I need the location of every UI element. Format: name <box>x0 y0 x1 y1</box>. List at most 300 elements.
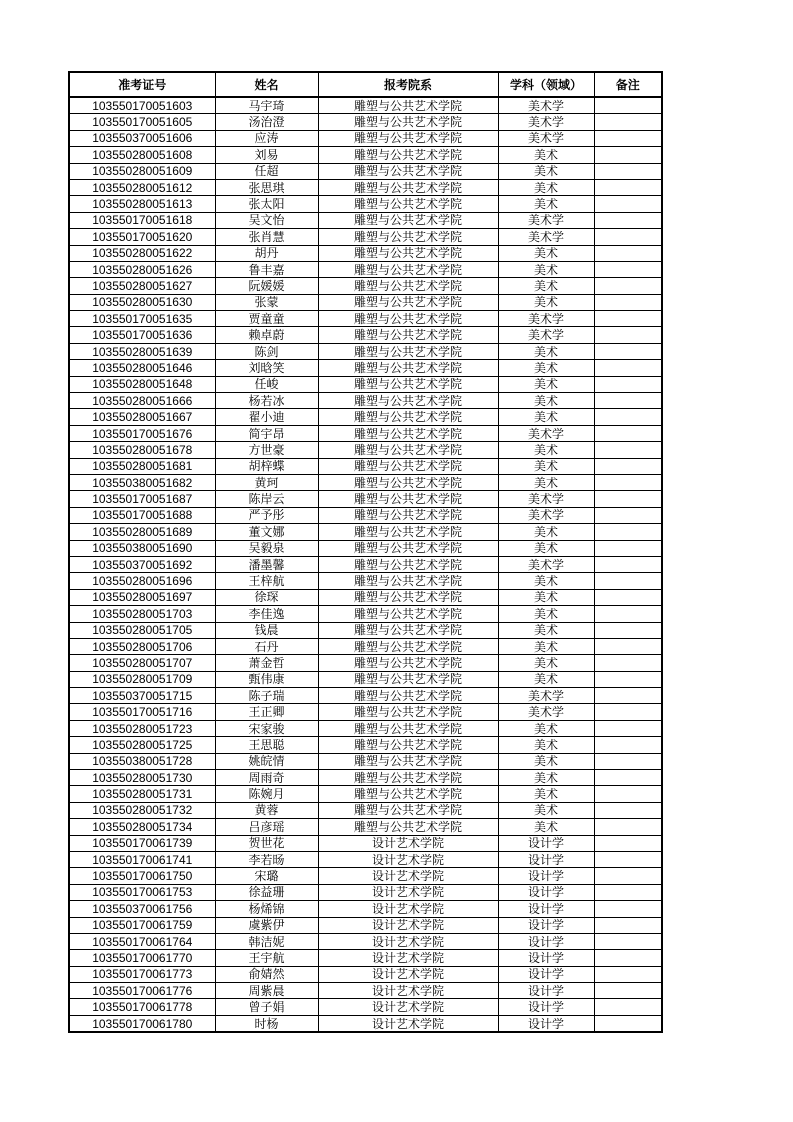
discipline-cell: 美术 <box>498 376 594 392</box>
remarks-cell <box>594 901 662 917</box>
name-cell: 潘墨馨 <box>215 556 318 572</box>
department-cell: 雕塑与公共艺术学院 <box>318 261 498 277</box>
department-cell: 雕塑与公共艺术学院 <box>318 474 498 490</box>
department-cell: 雕塑与公共艺术学院 <box>318 622 498 638</box>
remarks-cell <box>594 917 662 933</box>
name-cell: 董文娜 <box>215 524 318 540</box>
table-row <box>69 278 662 294</box>
remarks-cell <box>594 933 662 949</box>
exam-id-cell: 103550280051648 <box>69 376 215 392</box>
remarks-cell <box>594 540 662 556</box>
table-row <box>69 737 662 753</box>
name-cell: 萧金哲 <box>215 655 318 671</box>
remarks-cell <box>594 229 662 245</box>
header-remarks: 备注 <box>594 72 662 97</box>
remarks-cell <box>594 278 662 294</box>
department-cell: 雕塑与公共艺术学院 <box>318 442 498 458</box>
name-cell: 吴文怡 <box>215 212 318 228</box>
department-cell: 雕塑与公共艺术学院 <box>318 327 498 343</box>
discipline-cell: 美术 <box>498 622 594 638</box>
exam-id-cell: 103550170061750 <box>69 868 215 884</box>
exam-id-cell: 103550280051626 <box>69 261 215 277</box>
table-row <box>69 770 662 786</box>
discipline-cell: 美术 <box>498 786 594 802</box>
remarks-cell <box>594 376 662 392</box>
table-row <box>69 425 662 441</box>
department-cell: 雕塑与公共艺术学院 <box>318 229 498 245</box>
discipline-cell: 美术 <box>498 163 594 179</box>
exam-id-cell: 103550170061759 <box>69 917 215 933</box>
exam-id-cell: 103550280051732 <box>69 802 215 818</box>
discipline-cell: 美术 <box>498 573 594 589</box>
department-cell: 雕塑与公共艺术学院 <box>318 802 498 818</box>
table-row <box>69 589 662 605</box>
department-cell: 雕塑与公共艺术学院 <box>318 163 498 179</box>
table-row <box>69 229 662 245</box>
name-cell: 王正卿 <box>215 704 318 720</box>
table-row <box>69 573 662 589</box>
discipline-cell: 美术 <box>498 540 594 556</box>
name-cell: 张太阳 <box>215 196 318 212</box>
discipline-cell: 美术 <box>498 393 594 409</box>
exam-id-cell: 103550170051618 <box>69 212 215 228</box>
header-name: 姓名 <box>215 72 318 97</box>
name-cell: 张思琪 <box>215 179 318 195</box>
remarks-cell <box>594 835 662 851</box>
remarks-cell <box>594 491 662 507</box>
department-cell: 设计艺术学院 <box>318 835 498 851</box>
remarks-cell <box>594 868 662 884</box>
name-cell: 黄珂 <box>215 474 318 490</box>
table-row <box>69 638 662 654</box>
table-row <box>69 409 662 425</box>
table-row <box>69 507 662 523</box>
table-row <box>69 704 662 720</box>
department-cell: 设计艺术学院 <box>318 868 498 884</box>
name-cell: 李佳逸 <box>215 606 318 622</box>
discipline-cell: 美术学 <box>498 507 594 523</box>
exam-id-cell: 103550280051622 <box>69 245 215 261</box>
discipline-cell: 设计学 <box>498 966 594 982</box>
discipline-cell: 美术 <box>498 753 594 769</box>
department-cell: 雕塑与公共艺术学院 <box>318 671 498 687</box>
name-cell: 周紫晨 <box>215 983 318 999</box>
name-cell: 姚皖情 <box>215 753 318 769</box>
table-row <box>69 999 662 1015</box>
discipline-cell: 美术 <box>498 458 594 474</box>
remarks-cell <box>594 556 662 572</box>
table-row <box>69 933 662 949</box>
remarks-cell <box>594 770 662 786</box>
discipline-cell: 美术 <box>498 278 594 294</box>
header-department: 报考院系 <box>318 72 498 97</box>
remarks-cell <box>594 786 662 802</box>
table-row <box>69 442 662 458</box>
discipline-cell: 设计学 <box>498 933 594 949</box>
department-cell: 雕塑与公共艺术学院 <box>318 311 498 327</box>
discipline-cell: 美术 <box>498 819 594 835</box>
remarks-cell <box>594 393 662 409</box>
table-row <box>69 884 662 900</box>
discipline-cell: 设计学 <box>498 884 594 900</box>
department-cell: 设计艺术学院 <box>318 933 498 949</box>
table-row <box>69 474 662 490</box>
table-row <box>69 786 662 802</box>
header-exam-id: 准考证号 <box>69 72 215 97</box>
remarks-cell <box>594 97 662 114</box>
exam-id-cell: 103550370051715 <box>69 688 215 704</box>
remarks-cell <box>594 851 662 867</box>
department-cell: 雕塑与公共艺术学院 <box>318 491 498 507</box>
remarks-cell <box>594 261 662 277</box>
exam-id-cell: 103550280051709 <box>69 671 215 687</box>
exam-id-cell: 103550170061770 <box>69 950 215 966</box>
remarks-cell <box>594 163 662 179</box>
remarks-cell <box>594 212 662 228</box>
exam-id-cell: 103550280051731 <box>69 786 215 802</box>
remarks-cell <box>594 474 662 490</box>
discipline-cell: 美术 <box>498 409 594 425</box>
department-cell: 设计艺术学院 <box>318 983 498 999</box>
exam-id-cell: 103550170051605 <box>69 114 215 130</box>
remarks-cell <box>594 950 662 966</box>
department-cell: 雕塑与公共艺术学院 <box>318 819 498 835</box>
remarks-cell <box>594 606 662 622</box>
department-cell: 雕塑与公共艺术学院 <box>318 589 498 605</box>
department-cell: 雕塑与公共艺术学院 <box>318 786 498 802</box>
department-cell: 雕塑与公共艺术学院 <box>318 737 498 753</box>
name-cell: 宋家骏 <box>215 720 318 736</box>
name-cell: 石丹 <box>215 638 318 654</box>
name-cell: 简宇昂 <box>215 425 318 441</box>
table-row <box>69 540 662 556</box>
department-cell: 雕塑与公共艺术学院 <box>318 278 498 294</box>
exam-id-cell: 103550280051703 <box>69 606 215 622</box>
table-row <box>69 393 662 409</box>
table-row <box>69 294 662 310</box>
table-row <box>69 130 662 146</box>
table-row <box>69 950 662 966</box>
exam-id-cell: 103550170061780 <box>69 1015 215 1032</box>
table-row <box>69 917 662 933</box>
name-cell: 吴毅泉 <box>215 540 318 556</box>
exam-id-cell: 103550280051705 <box>69 622 215 638</box>
name-cell: 刘晗笑 <box>215 360 318 376</box>
discipline-cell: 美术学 <box>498 491 594 507</box>
exam-id-cell: 103550170051676 <box>69 425 215 441</box>
exam-id-cell: 103550170051603 <box>69 97 215 114</box>
discipline-cell: 设计学 <box>498 917 594 933</box>
table-row <box>69 212 662 228</box>
department-cell: 雕塑与公共艺术学院 <box>318 540 498 556</box>
name-cell: 周雨奇 <box>215 770 318 786</box>
name-cell: 胡梓蝶 <box>215 458 318 474</box>
remarks-cell <box>594 327 662 343</box>
department-cell: 设计艺术学院 <box>318 917 498 933</box>
table-row <box>69 851 662 867</box>
remarks-cell <box>594 311 662 327</box>
discipline-cell: 美术学 <box>498 688 594 704</box>
discipline-cell: 美术 <box>498 360 594 376</box>
remarks-cell <box>594 294 662 310</box>
name-cell: 刘易 <box>215 147 318 163</box>
remarks-cell <box>594 688 662 704</box>
exam-id-cell: 103550170061739 <box>69 835 215 851</box>
department-cell: 雕塑与公共艺术学院 <box>318 704 498 720</box>
exam-id-cell: 103550280051697 <box>69 589 215 605</box>
remarks-cell <box>594 966 662 982</box>
name-cell: 应涛 <box>215 130 318 146</box>
discipline-cell: 美术 <box>498 589 594 605</box>
exam-id-cell: 103550170051716 <box>69 704 215 720</box>
table-row <box>69 655 662 671</box>
admission-table <box>68 71 663 1033</box>
discipline-cell: 美术 <box>498 261 594 277</box>
remarks-cell <box>594 671 662 687</box>
exam-id-cell: 103550280051639 <box>69 343 215 359</box>
exam-id-cell: 103550280051613 <box>69 196 215 212</box>
discipline-cell: 美术学 <box>498 130 594 146</box>
remarks-cell <box>594 622 662 638</box>
exam-id-cell: 103550280051725 <box>69 737 215 753</box>
department-cell: 雕塑与公共艺术学院 <box>318 606 498 622</box>
department-cell: 设计艺术学院 <box>318 884 498 900</box>
department-cell: 雕塑与公共艺术学院 <box>318 573 498 589</box>
exam-id-cell: 103550280051696 <box>69 573 215 589</box>
discipline-cell: 美术 <box>498 720 594 736</box>
department-cell: 设计艺术学院 <box>318 1015 498 1032</box>
exam-id-cell: 103550280051689 <box>69 524 215 540</box>
remarks-cell <box>594 507 662 523</box>
department-cell: 雕塑与公共艺术学院 <box>318 114 498 130</box>
department-cell: 雕塑与公共艺术学院 <box>318 393 498 409</box>
remarks-cell <box>594 753 662 769</box>
exam-id-cell: 103550170061741 <box>69 851 215 867</box>
exam-id-cell: 103550280051627 <box>69 278 215 294</box>
table-row <box>69 343 662 359</box>
remarks-cell <box>594 245 662 261</box>
table-row <box>69 147 662 163</box>
name-cell: 杨若冰 <box>215 393 318 409</box>
name-cell: 时杨 <box>215 1015 318 1032</box>
name-cell: 李若旸 <box>215 851 318 867</box>
department-cell: 设计艺术学院 <box>318 966 498 982</box>
discipline-cell: 美术 <box>498 737 594 753</box>
department-cell: 雕塑与公共艺术学院 <box>318 245 498 261</box>
exam-id-cell: 103550380051690 <box>69 540 215 556</box>
name-cell: 胡丹 <box>215 245 318 261</box>
exam-id-cell: 103550280051609 <box>69 163 215 179</box>
exam-id-cell: 103550280051706 <box>69 638 215 654</box>
department-cell: 雕塑与公共艺术学院 <box>318 753 498 769</box>
exam-id-cell: 103550170051620 <box>69 229 215 245</box>
remarks-cell <box>594 343 662 359</box>
name-cell: 陈剑 <box>215 343 318 359</box>
discipline-cell: 美术 <box>498 524 594 540</box>
discipline-cell: 美术学 <box>498 704 594 720</box>
discipline-cell: 美术 <box>498 442 594 458</box>
remarks-cell <box>594 573 662 589</box>
exam-id-cell: 103550170061773 <box>69 966 215 982</box>
exam-id-cell: 103550280051681 <box>69 458 215 474</box>
exam-id-cell: 103550170061753 <box>69 884 215 900</box>
exam-id-cell: 103550280051678 <box>69 442 215 458</box>
exam-id-cell: 103550170061764 <box>69 933 215 949</box>
exam-id-cell: 103550170051687 <box>69 491 215 507</box>
department-cell: 雕塑与公共艺术学院 <box>318 212 498 228</box>
name-cell: 赖卓蔚 <box>215 327 318 343</box>
name-cell: 马宇琦 <box>215 97 318 114</box>
name-cell: 宋璐 <box>215 868 318 884</box>
discipline-cell: 美术 <box>498 474 594 490</box>
remarks-cell <box>594 655 662 671</box>
discipline-cell: 设计学 <box>498 1015 594 1032</box>
table-row <box>69 819 662 835</box>
exam-id-cell: 103550170051688 <box>69 507 215 523</box>
table-row <box>69 835 662 851</box>
department-cell: 雕塑与公共艺术学院 <box>318 524 498 540</box>
name-cell: 汤治澄 <box>215 114 318 130</box>
remarks-cell <box>594 196 662 212</box>
exam-id-cell: 103550170051636 <box>69 327 215 343</box>
name-cell: 张肖慧 <box>215 229 318 245</box>
exam-id-cell: 103550380051728 <box>69 753 215 769</box>
exam-id-cell: 103550280051646 <box>69 360 215 376</box>
exam-id-cell: 103550280051707 <box>69 655 215 671</box>
department-cell: 雕塑与公共艺术学院 <box>318 720 498 736</box>
table-row <box>69 671 662 687</box>
discipline-cell: 美术 <box>498 606 594 622</box>
remarks-cell <box>594 179 662 195</box>
department-cell: 雕塑与公共艺术学院 <box>318 130 498 146</box>
table-row <box>69 196 662 212</box>
department-cell: 设计艺术学院 <box>318 999 498 1015</box>
department-cell: 雕塑与公共艺术学院 <box>318 179 498 195</box>
table-row <box>69 261 662 277</box>
exam-id-cell: 103550280051730 <box>69 770 215 786</box>
remarks-cell <box>594 130 662 146</box>
exam-id-cell: 103550280051608 <box>69 147 215 163</box>
name-cell: 吕彦瑶 <box>215 819 318 835</box>
discipline-cell: 美术学 <box>498 229 594 245</box>
name-cell: 曾子娟 <box>215 999 318 1015</box>
name-cell: 任超 <box>215 163 318 179</box>
exam-id-cell: 103550280051630 <box>69 294 215 310</box>
department-cell: 雕塑与公共艺术学院 <box>318 425 498 441</box>
remarks-cell <box>594 524 662 540</box>
remarks-cell <box>594 458 662 474</box>
table-row <box>69 868 662 884</box>
name-cell: 黄蓉 <box>215 802 318 818</box>
table-row <box>69 606 662 622</box>
department-cell: 设计艺术学院 <box>318 851 498 867</box>
exam-id-cell: 103550380051682 <box>69 474 215 490</box>
department-cell: 雕塑与公共艺术学院 <box>318 458 498 474</box>
name-cell: 严予彤 <box>215 507 318 523</box>
name-cell: 王宇航 <box>215 950 318 966</box>
name-cell: 陈岸云 <box>215 491 318 507</box>
name-cell: 翟小迪 <box>215 409 318 425</box>
table-row <box>69 556 662 572</box>
name-cell: 方世豪 <box>215 442 318 458</box>
discipline-cell: 设计学 <box>498 983 594 999</box>
exam-id-cell: 103550280051723 <box>69 720 215 736</box>
remarks-cell <box>594 884 662 900</box>
table-row <box>69 622 662 638</box>
table-row <box>69 966 662 982</box>
discipline-cell: 设计学 <box>498 950 594 966</box>
name-cell: 杨烯锦 <box>215 901 318 917</box>
discipline-cell: 美术学 <box>498 425 594 441</box>
discipline-cell: 设计学 <box>498 901 594 917</box>
department-cell: 雕塑与公共艺术学院 <box>318 409 498 425</box>
remarks-cell <box>594 442 662 458</box>
name-cell: 陈子瑞 <box>215 688 318 704</box>
exam-id-cell: 103550280051667 <box>69 409 215 425</box>
table-row <box>69 491 662 507</box>
remarks-cell <box>594 360 662 376</box>
name-cell: 徐益珊 <box>215 884 318 900</box>
discipline-cell: 设计学 <box>498 835 594 851</box>
remarks-cell <box>594 114 662 130</box>
discipline-cell: 美术 <box>498 655 594 671</box>
name-cell: 陈婉月 <box>215 786 318 802</box>
name-cell: 韩洁妮 <box>215 933 318 949</box>
remarks-cell <box>594 409 662 425</box>
remarks-cell <box>594 147 662 163</box>
remarks-cell <box>594 589 662 605</box>
remarks-cell <box>594 638 662 654</box>
department-cell: 雕塑与公共艺术学院 <box>318 376 498 392</box>
exam-id-cell: 103550370061756 <box>69 901 215 917</box>
exam-id-cell: 103550280051734 <box>69 819 215 835</box>
discipline-cell: 美术 <box>498 671 594 687</box>
name-cell: 钱晨 <box>215 622 318 638</box>
discipline-cell: 美术学 <box>498 212 594 228</box>
name-cell: 徐琛 <box>215 589 318 605</box>
remarks-cell <box>594 1015 662 1032</box>
discipline-cell: 美术学 <box>498 327 594 343</box>
table-row <box>69 311 662 327</box>
table-row <box>69 245 662 261</box>
exam-id-cell: 103550280051666 <box>69 393 215 409</box>
discipline-cell: 美术 <box>498 770 594 786</box>
remarks-cell <box>594 819 662 835</box>
remarks-cell <box>594 983 662 999</box>
name-cell: 贺世花 <box>215 835 318 851</box>
table-row <box>69 688 662 704</box>
exam-id-cell: 103550170061776 <box>69 983 215 999</box>
department-cell: 雕塑与公共艺术学院 <box>318 97 498 114</box>
department-cell: 雕塑与公共艺术学院 <box>318 360 498 376</box>
discipline-cell: 设计学 <box>498 851 594 867</box>
department-cell: 设计艺术学院 <box>318 901 498 917</box>
discipline-cell: 设计学 <box>498 999 594 1015</box>
discipline-cell: 设计学 <box>498 868 594 884</box>
department-cell: 雕塑与公共艺术学院 <box>318 294 498 310</box>
name-cell: 俞婧然 <box>215 966 318 982</box>
department-cell: 雕塑与公共艺术学院 <box>318 343 498 359</box>
exam-id-cell: 103550370051692 <box>69 556 215 572</box>
discipline-cell: 美术 <box>498 638 594 654</box>
department-cell: 雕塑与公共艺术学院 <box>318 556 498 572</box>
exam-id-cell: 103550280051612 <box>69 179 215 195</box>
exam-id-cell: 103550170061778 <box>69 999 215 1015</box>
remarks-cell <box>594 425 662 441</box>
table-row <box>69 802 662 818</box>
header-row <box>69 72 662 97</box>
department-cell: 雕塑与公共艺术学院 <box>318 638 498 654</box>
